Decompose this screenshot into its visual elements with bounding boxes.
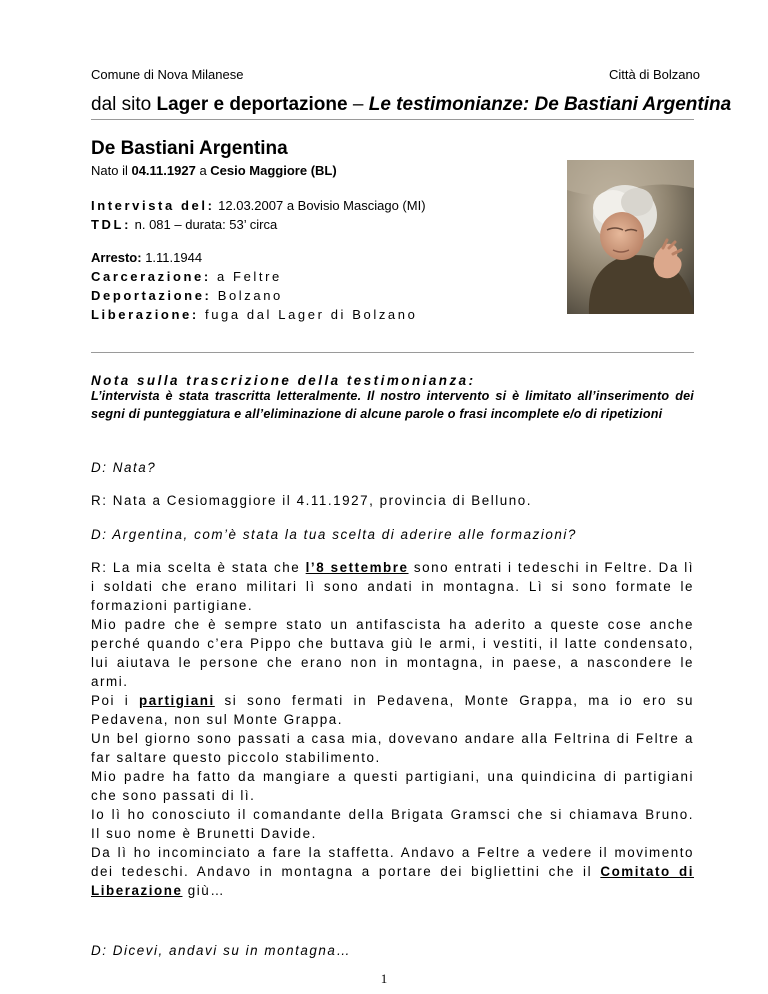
section-rule [91,352,694,353]
answer-2-paragraph-7: Da lì ho incominciato a fare la staffetta. Andavo a Feltre a vedere il movimento dei tedeschi. Andavo in montagna a portare dei bigliettini che il Comitato di Liberazione giù… [91,845,694,898]
arrest-label: Arresto: [91,250,142,265]
link-8-settembre[interactable]: l’8 settembre [305,560,409,575]
subtitle-prefix: dal sito [91,94,157,115]
liberation-line [91,305,417,324]
answer-2-paragraph-3: Poi i partigiani si sono fermati in Pedavena, Monte Grappa, ma io ero su Pedavena, non sul Monte Grappa. [91,693,694,727]
document-subtitle [91,94,732,116]
link-partigiani[interactable]: partigiani [139,693,215,708]
interview-line [91,196,426,215]
birth-date: 04.11.1927 [131,163,196,178]
portrait-illustration [567,160,694,314]
subtitle-rule [91,119,694,120]
subtitle-site: Lager e deportazione [156,94,348,115]
question-3: D: Dicevi, andavi su in montagna… [91,943,352,958]
birth-prefix: Nato il [91,163,132,178]
answer-2 [91,558,694,900]
header-right: Città di Bolzano [608,67,700,82]
answer-2-paragraph-5: Mio padre ha fatto da mangiare a questi partigiani, una quindicina di partigiani che sono passati di lì. [91,769,694,803]
arrest-line [91,248,202,267]
tdl-line [91,215,277,234]
prison-label: Carcerazione: [91,269,211,284]
answer-1: R: Nata a Cesiomaggiore il 4.11.1927, provincia di Belluno. [91,493,533,508]
question-1: D: Nata? [91,460,157,475]
answer-2-paragraph-6: Io lì ho conosciuto il comandante della Brigata Gramsci che si chiamava Bruno. Il suo nome è Brunetti Davide. [91,807,694,841]
note-title: Nota sulla trascrizione della testimonianza: [91,373,476,388]
birth-place: Cesio Maggiore (BL) [210,163,337,178]
note-text: L’intervista è stata trascritta letteralmente. Il nostro intervento si è limitato all’inserimento dei segni di punteggiatura e all’eliminazione di alcune parole o frasi incomplete e/o di ripetizioni [91,389,694,421]
tdl-value: n. 081 – durata: 53’ circa [131,217,278,232]
page-number: 1 [380,971,388,986]
interview-value: 12.03.2007 a Bovisio Masciago (MI) [214,198,426,213]
header-left: Comune di Nova Milanese [91,67,244,82]
portrait-photo [567,160,694,314]
prison-value: a Feltre [210,269,282,284]
subtitle-section: Le testimonianze: De Bastiani Argentina [368,94,732,115]
birth-line [91,161,337,180]
answer-2-paragraph-4: Un bel giorno sono passati a casa mia, dovevano andare alla Feltrina di Feltre a far saltare questo piccolo stabilimento. [91,731,694,765]
arrest-value: 1.11.1944 [141,250,203,265]
answer-2-paragraph-2: Mio padre che è sempre stato un antifascista ha aderito a queste cose anche perché quando c’era Pippo che buttava giù le armi, i vestiti, il latte condensato, lui aiutava le persone che erano non in montagna, in paese, a nascondere le armi. [91,617,694,689]
tdl-label: TDL: [91,217,131,232]
interview-label: Intervista del: [91,198,215,213]
link-comitato-di-liberazione[interactable]: Comitato di Liberazione [91,864,694,898]
question-2: D: Argentina, com’è stata la tua scelta di aderire alle formazioni? [91,527,577,542]
deportation-value: Bolzano [211,288,283,303]
liberation-value: fuga dal Lager di Bolzano [198,307,418,322]
deportation-label: Deportazione: [91,288,212,303]
subtitle-dash: – [347,94,369,115]
deportation-line [91,286,283,305]
liberation-label: Liberazione: [91,307,199,322]
person-name: De Bastiani Argentina [91,138,288,159]
prison-line [91,267,282,286]
birth-mid: a [195,163,211,178]
answer-2-paragraph-1: R: La mia scelta è stata che l’8 settembre sono entrati i tedeschi in Feltre. Da lì i soldati che erano militari lì sono andati in montagna. Lì si sono formate le formazioni partigiane. [91,560,694,613]
